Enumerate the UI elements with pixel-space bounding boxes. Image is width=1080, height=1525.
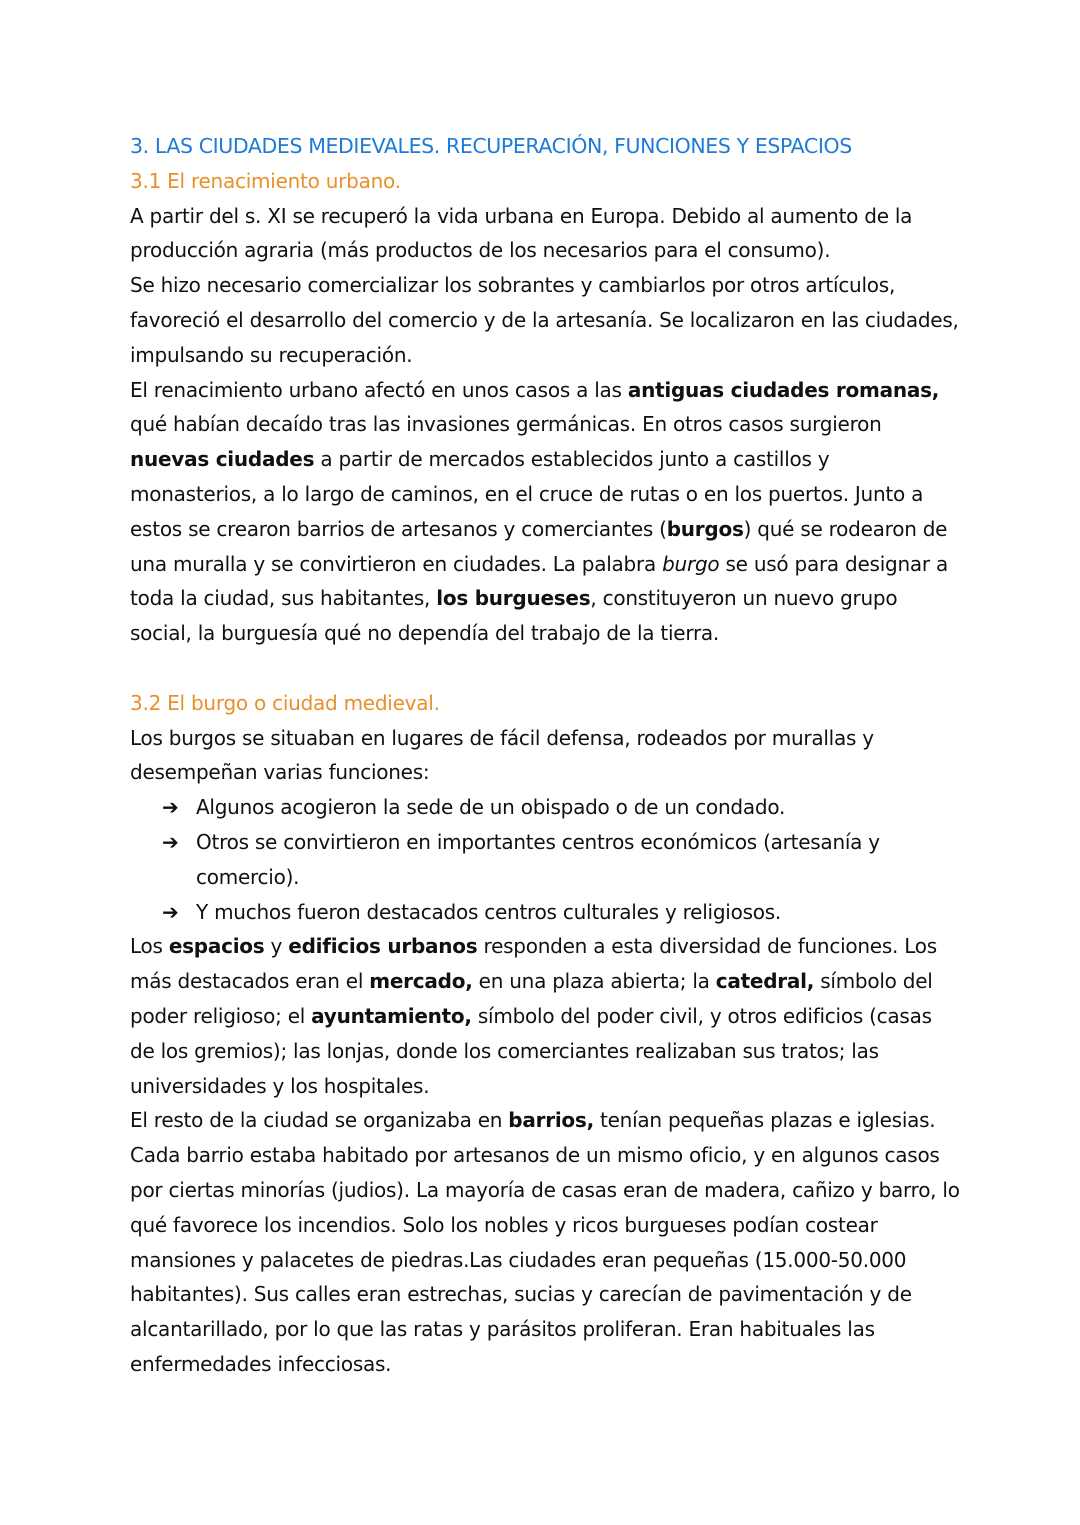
- bold-term-edificios-urbanos: edificios urbanos: [288, 934, 478, 959]
- list-item: [162, 895, 960, 930]
- text-span: y: [264, 934, 289, 959]
- italic-term-burgo: burgo: [662, 551, 720, 576]
- document-page: [130, 129, 960, 1382]
- text-span: , constituyeron un nuevo grupo social, la burguesía qué no dependía del trabajo de la tierra.: [130, 586, 898, 646]
- bold-term-antiguas-ciudades: antiguas ciudades romanas,: [627, 377, 940, 402]
- bold-term-barrios: barrios,: [508, 1108, 594, 1133]
- paragraph-burgos-intro: Los burgos se situaban en lugares de fácil defensa, rodeados por murallas y desempeñan varias funciones:: [130, 725, 874, 785]
- text-span: qué habían decaído tras las invasiones germánicas. En otros casos surgieron: [130, 412, 882, 437]
- paragraph-espacios-edificios: [130, 929, 960, 1103]
- functions-list: [130, 790, 960, 929]
- arrow-right-icon: ➔: [162, 795, 179, 820]
- text-span: responden a esta diversidad de funciones. Los más destacados eran el: [130, 934, 937, 994]
- text-span: ) qué se rodearon de una muralla y se convirtieron en ciudades. La palabra: [130, 516, 948, 576]
- text-span: símbolo del poder civil, y otros edificios (casas de los gremios); las lonjas, donde los comerciantes realizaban sus tratos; las universidades y los hospitales.: [130, 1003, 932, 1098]
- list-item: [162, 790, 960, 825]
- section-heading-renacimiento: 3.1 El renacimiento urbano.: [130, 168, 401, 193]
- section-spacer: [130, 651, 960, 686]
- bold-term-catedral: catedral,: [715, 969, 815, 994]
- text-span: a partir de mercados establecidos junto a castillos y monasterios, a lo largo de caminos, en el cruce de rutas o en los puertos. Junto a estos se crearon barrios de artesanos y comerciantes (: [130, 447, 924, 541]
- bold-term-burgueses: los burgueses: [436, 586, 591, 611]
- text-span: El renacimiento urbano afectó en unos casos a las: [130, 377, 628, 402]
- list-item-text: Algunos acogieron la sede de un obispado o de un condado.: [196, 795, 786, 820]
- text-span: tenían pequeñas plazas e iglesias. Cada barrio estaba habitado por artesanos de un mismo oficio, y en algunos casos por ciertas minorías (judios). La mayoría de casas eran de madera, cañizo y barro, lo qué favorece los incendios. Solo los nobles y ricos burgueses podían costear mansiones y palacetes de piedras.Las ciudades eran pequeñas (15.000-50.000 habitantes). Sus calles eran estrechas, sucias y carecían de pavimentación y de alcantarillado, por lo que las ratas y parásitos proliferan. Eran habituales las enfermedades infecciosas.: [130, 1108, 960, 1376]
- paragraph-renacimiento-urbano: [130, 373, 960, 651]
- bold-term-mercado: mercado,: [369, 969, 473, 994]
- bold-term-ayuntamiento: ayuntamiento,: [311, 1003, 472, 1028]
- text-span: símbolo del poder religioso; el: [130, 969, 933, 1028]
- paragraph-recuperacion: A partir del s. XI se recuperó la vida urbana en Europa. Debido al aumento de la producción agraria (más productos de los necesarios para el consumo).: [130, 203, 913, 263]
- list-item-text: Otros se convirtieron en importantes centros económicos (artesanía y comercio).: [196, 829, 880, 889]
- document-title: 3. LAS CIUDADES MEDIEVALES. RECUPERACIÓN, FUNCIONES Y ESPACIOS: [130, 134, 852, 158]
- bold-term-espacios: espacios: [168, 934, 265, 959]
- paragraph-comercio: Se hizo necesario comercializar los sobrantes y cambiarlos por otros artículos, favoreció el desarrollo del comercio y de la artesanía. Se localizaron en las ciudades, impulsando su recuperación.: [130, 273, 959, 367]
- arrow-right-icon: ➔: [162, 899, 179, 924]
- bold-term-nuevas-ciudades: nuevas ciudades: [130, 447, 315, 472]
- section-heading-burgo: 3.2 El burgo o ciudad medieval.: [130, 690, 440, 715]
- list-item-text: Y muchos fueron destacados centros culturales y religiosos.: [196, 899, 782, 924]
- paragraph-barrios: [130, 1103, 960, 1381]
- bold-term-burgos: burgos: [666, 516, 744, 541]
- text-span: se usó para designar a toda la ciudad, sus habitantes,: [130, 551, 948, 611]
- text-span: Los: [130, 934, 169, 959]
- arrow-right-icon: ➔: [162, 829, 179, 854]
- text-span: en una plaza abierta; la: [472, 969, 716, 994]
- text-span: El resto de la ciudad se organizaba en: [130, 1108, 509, 1133]
- list-item: [162, 825, 960, 895]
